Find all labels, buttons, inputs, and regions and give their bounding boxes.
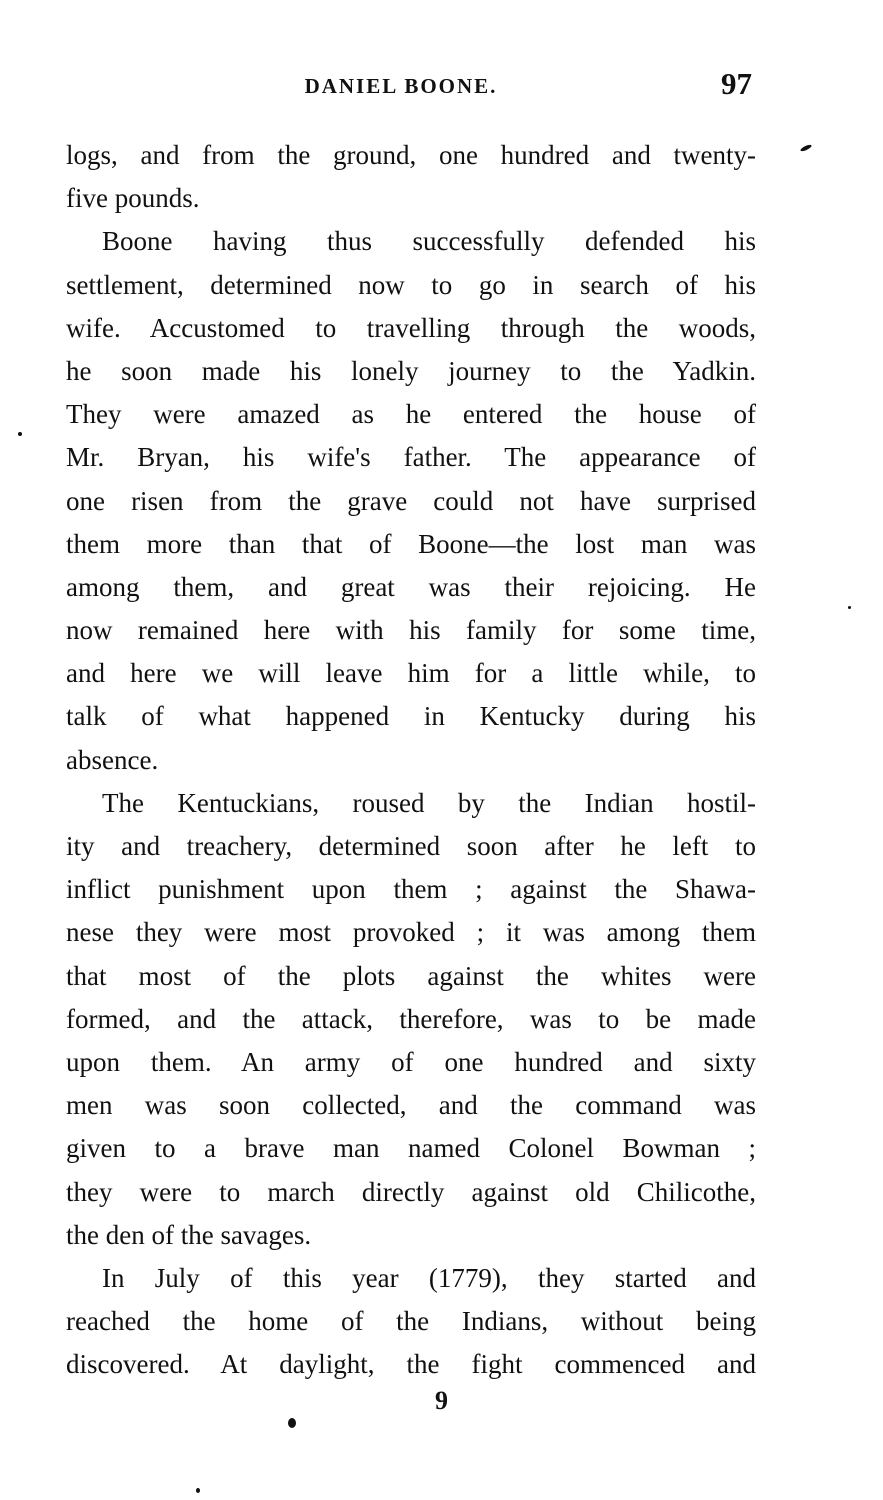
text-line: given to a brave man named Colonel Bowman ; <box>66 1133 756 1164</box>
ink-speck <box>18 432 22 436</box>
text-line: talk of what happened in Kentucky during his <box>66 701 756 732</box>
text-line: now remained here with his family for some time, <box>66 615 756 646</box>
text-line: reached the home of the Indians, without being <box>66 1306 756 1337</box>
paragraph <box>66 782 756 1257</box>
running-head <box>66 66 756 106</box>
text-line: wife. Accustomed to travelling through the woods, <box>66 312 756 343</box>
text-line: upon them. An army of one hundred and sixty <box>66 1046 756 1077</box>
text-line: that most of the plots against the whites were <box>66 960 756 991</box>
text-line: one risen from the grave could not have surprised <box>66 485 756 516</box>
running-title: DANIEL BOONE. <box>304 74 498 98</box>
text-line: Mr. Bryan, his wife's father. The appearance of <box>66 442 756 473</box>
text-line: they were to march directly against old Chilicothe, <box>66 1176 756 1207</box>
ink-speck <box>196 1488 200 1493</box>
paragraph <box>66 220 756 781</box>
text-line: In July of this year (1779), they started and <box>102 1262 756 1293</box>
text-line: five pounds. <box>66 183 200 214</box>
text-line: Boone having thus successfully defended his <box>102 226 756 257</box>
text-line: them more than that of Boone—the lost man was <box>66 528 756 559</box>
text-line: logs, and from the ground, one hundred and twenty- <box>66 140 756 170</box>
ink-speck <box>800 144 813 153</box>
text-line: men was soon collected, and the command was <box>66 1090 756 1121</box>
text-line: nese they were most provoked ; it was among them <box>66 917 756 948</box>
body-text <box>66 134 756 1386</box>
text-line: absence. <box>66 744 159 775</box>
text-line: discovered. At daylight, the fight commenced and <box>66 1349 756 1380</box>
ink-speck <box>848 606 851 609</box>
text-line: They were amazed as he entered the house of <box>66 399 756 430</box>
text-line: The Kentuckians, roused by the Indian hostil- <box>102 787 756 818</box>
signature-mark: 9 <box>435 1386 448 1415</box>
text-line: inflict punishment upon them ; against the Shawa- <box>66 874 756 905</box>
paragraph <box>66 1257 756 1387</box>
page-number: 97 <box>721 66 752 101</box>
text-line: the den of the savages. <box>66 1219 312 1250</box>
text-line: and here we will leave him for a little while, to <box>66 658 756 689</box>
text-line: settlement, determined now to go in search of his <box>66 269 756 300</box>
ink-speck <box>288 1418 296 1428</box>
paragraph <box>66 134 756 220</box>
text-line: among them, and great was their rejoicing. He <box>66 571 756 602</box>
text-line: ity and treachery, determined soon after he left to <box>66 831 756 861</box>
text-line: formed, and the attack, therefore, was to be made <box>66 1003 756 1034</box>
text-line: he soon made his lonely journey to the Yadkin. <box>66 355 756 386</box>
